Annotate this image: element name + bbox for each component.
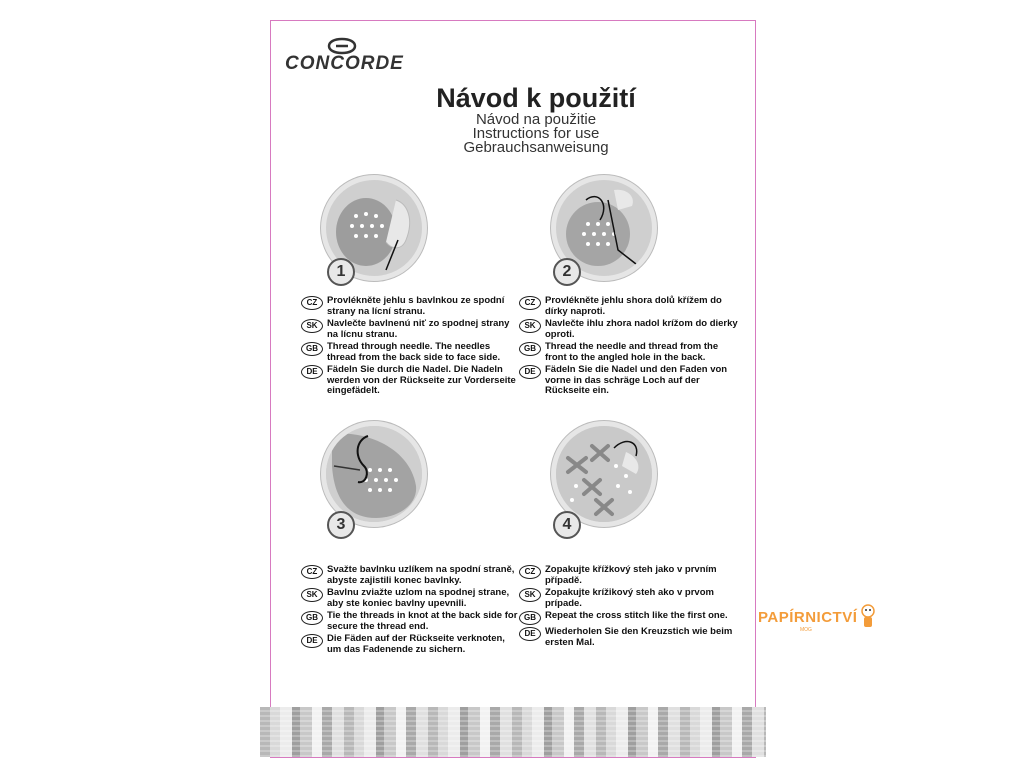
concorde-logo: [285, 37, 415, 89]
instruction-row: [519, 365, 739, 397]
de-badge: DE: [519, 627, 541, 641]
instruction-text: Tie the threads in knot at the back side for secure the thread end.: [327, 610, 518, 632]
instruction-sheet: [270, 20, 756, 758]
cz-badge: CZ: [519, 296, 541, 310]
instruction-row: [519, 627, 739, 648]
sk-badge: SK: [301, 319, 323, 333]
instruction-text: Die Fäden auf der Rückseite verknoten, um das Fadenende zu sichern.: [327, 633, 505, 655]
instruction-row: [519, 342, 739, 363]
sk-badge: SK: [301, 588, 323, 602]
instruction-row: [301, 634, 521, 655]
gb-badge: GB: [301, 611, 323, 625]
instruction-text: Wiederholen Sie den Kreuzstich wie beim ersten Mal.: [545, 626, 733, 648]
de-badge: DE: [519, 365, 541, 379]
mascot-icon: [857, 603, 879, 631]
instruction-row: [301, 565, 521, 586]
cz-badge: CZ: [301, 296, 323, 310]
instruction-row: [301, 319, 521, 340]
instruction-row: [519, 296, 739, 317]
instruction-row: [519, 611, 739, 625]
instruction-text: Zopakujte křížkový steh jako v prvním případě.: [545, 564, 717, 586]
instruction-text: Zopakujte krížikový steh ako v prvom prípade.: [545, 587, 714, 609]
step-4-number: 4: [553, 511, 581, 539]
gb-badge: GB: [301, 342, 323, 356]
step-3-instructions: [301, 565, 521, 657]
instruction-row: [519, 319, 739, 340]
cz-badge: CZ: [301, 565, 323, 579]
gb-badge: GB: [519, 611, 541, 625]
sk-badge: SK: [519, 319, 541, 333]
titles-block: [401, 83, 671, 155]
instruction-row: [519, 588, 739, 609]
instruction-row: [301, 365, 521, 397]
canvas-texture-strip: [260, 707, 766, 757]
instruction-row: [301, 611, 521, 632]
instruction-text: Thread the needle and thread from the front to the angled hole in the back.: [545, 341, 719, 363]
instruction-text: Thread through needle. The needles thread from the back side to face side.: [327, 341, 501, 363]
step-1-instructions: [301, 296, 521, 399]
step-3-number: 3: [327, 511, 355, 539]
gb-badge: GB: [519, 342, 541, 356]
instruction-text: Repeat the cross stitch like the first one.: [545, 610, 728, 621]
step-2-instructions: [519, 296, 739, 399]
step-4-instructions: [519, 565, 739, 650]
instruction-text: Fädeln Sie durch die Nadel. Die Nadeln werden von der Rückseite zur Vorderseite eingefädelt.: [327, 364, 516, 396]
subtitle-sk: Návod na použitie: [475, 111, 597, 128]
subtitle-de: Gebrauchsanweisung: [463, 139, 609, 156]
shop-watermark: [758, 603, 879, 631]
page-title: Návod k použití: [436, 83, 636, 113]
step-2-number: 2: [553, 258, 581, 286]
step-1-number: 1: [327, 258, 355, 286]
de-badge: DE: [301, 365, 323, 379]
instruction-text: Navlečte bavlnenú niť zo spodnej strany na lícnu stranu.: [327, 318, 510, 340]
instruction-row: [301, 342, 521, 363]
subtitle-en: Instructions for use: [472, 125, 600, 142]
instruction-row: [519, 565, 739, 586]
watermark-text: PAPÍRNICTVÍ: [758, 608, 858, 626]
watermark-small-text: MOG: [800, 627, 812, 633]
instruction-text: Svažte bavlnku uzlíkem na spodní straně, abyste zajistili konec bavlnky.: [327, 564, 515, 586]
instruction-row: [301, 588, 521, 609]
de-badge: DE: [301, 634, 323, 648]
instruction-row: [301, 296, 521, 317]
step-3-drawing: [326, 426, 422, 522]
cz-badge: CZ: [519, 565, 541, 579]
instruction-text: Bavlnu zviažte uzlom na spodnej strane, aby ste koniec bavlny upevnili.: [327, 587, 510, 609]
concorde-logo-text: CONCORDE: [285, 53, 404, 74]
step-4-drawing: [556, 426, 652, 522]
instruction-text: Provlékněte jehlu s bavlnkou ze spodní strany na lícní stranu.: [327, 295, 505, 317]
instruction-text: Provlékněte jehlu shora dolů křížem do dírky naproti.: [545, 295, 722, 317]
sk-badge: SK: [519, 588, 541, 602]
instruction-text: Navlečte ihlu zhora nadol krížom do dierky oproti.: [545, 318, 738, 340]
instruction-text: Fädeln Sie die Nadel und den Faden von vorne in das schräge Loch auf der Rückseite ein.: [545, 364, 728, 396]
